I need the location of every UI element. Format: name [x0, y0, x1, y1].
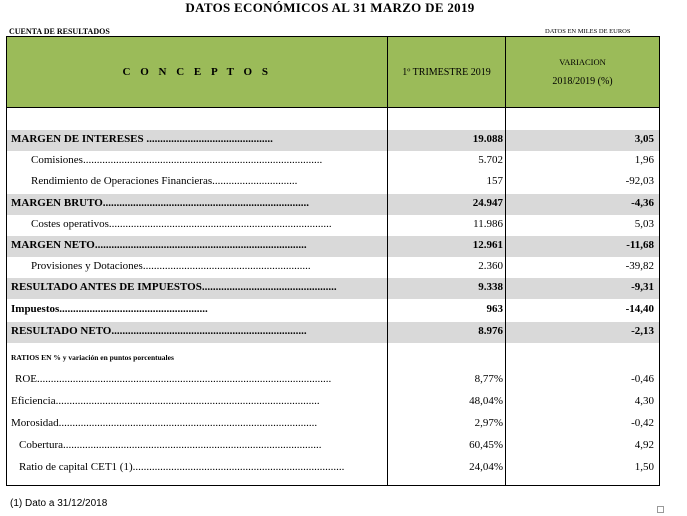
row-variation: -11,68 — [626, 239, 654, 251]
ratio-value: 24,04% — [469, 461, 503, 473]
row-label: MARGEN BRUTO........................................................................... — [11, 197, 310, 209]
row-variation: -92,03 — [625, 175, 654, 187]
row-label: Impuestos...................................................... — [11, 303, 208, 315]
row-variation: 3,05 — [634, 133, 654, 145]
row-variation: -14,40 — [625, 303, 654, 315]
ratio-row — [7, 370, 659, 391]
ratio-label: ROE........................................................................................................... — [15, 373, 332, 385]
table-row — [7, 130, 659, 151]
ratio-variation: 1,50 — [634, 461, 654, 473]
ratio-value: 2,97% — [474, 417, 503, 429]
page-title: DATOS ECONÓMICOS AL 31 MARZO DE 2019 — [185, 0, 475, 15]
ratio-label: Cobertura.............................................................................................. — [19, 439, 322, 451]
ratio-value: 8,77% — [474, 373, 503, 385]
results-table — [6, 36, 660, 486]
row-variation: -2,13 — [631, 325, 654, 337]
row-variation: 1,96 — [634, 154, 654, 166]
table-row — [7, 194, 659, 215]
row-variation: -4,36 — [631, 197, 654, 209]
row-variation: 5,03 — [634, 218, 654, 230]
row-value: 963 — [486, 303, 503, 315]
table-header — [7, 37, 659, 108]
row-label: RESULTADO ANTES DE IMPUESTOS................................................. — [11, 281, 337, 293]
row-label: Costes operativos................................................................................. — [31, 218, 332, 230]
column-divider — [505, 37, 506, 485]
ratio-value: 48,04% — [469, 395, 503, 407]
row-label: Provisiones y Dotaciones............................................................. — [31, 260, 311, 272]
ratio-variation: -0,42 — [631, 417, 654, 429]
row-value: 12.961 — [472, 239, 503, 251]
row-label: MARGEN NETO............................................................................. — [11, 239, 307, 251]
table-row — [7, 215, 659, 236]
ratio-row — [7, 414, 659, 435]
header-variation-title: VARIACION — [559, 57, 606, 67]
row-label: RESULTADO NETO....................................................................... — [11, 325, 307, 337]
ratio-label: Ratio de capital CET1 (1)............................................................................. — [19, 461, 345, 473]
units-note: DATOS EN MILES DE EUROS — [545, 28, 631, 35]
footnote: (1) Dato a 31/12/2018 — [10, 498, 108, 509]
row-value: 9.338 — [478, 281, 503, 293]
row-variation: -9,31 — [631, 281, 654, 293]
row-label: Comisiones....................................................................................... — [31, 154, 323, 166]
row-label: Rendimiento de Operaciones Financieras............................... — [31, 175, 298, 187]
ratio-value: 60,45% — [469, 439, 503, 451]
row-label: MARGEN DE INTERESES .............................................. — [11, 133, 273, 145]
table-row — [7, 236, 659, 257]
ratio-label: Morosidad.............................................................................................. — [11, 417, 318, 429]
ratio-variation: 4,92 — [634, 439, 654, 451]
row-value: 157 — [486, 175, 503, 187]
column-divider — [387, 37, 388, 485]
row-variation: -39,82 — [625, 260, 654, 272]
corner-marker — [657, 506, 664, 513]
row-value: 19.088 — [472, 133, 503, 145]
header-variation — [506, 37, 659, 107]
row-value: 24.947 — [472, 197, 503, 209]
section-label: CUENTA DE RESULTADOS — [9, 27, 110, 36]
ratios-header: RATIOS EN % y variación en puntos porcentuales — [11, 353, 174, 362]
ratio-row — [7, 458, 659, 479]
table-row — [7, 172, 659, 193]
table-row — [7, 257, 659, 278]
row-value: 8.976 — [478, 325, 503, 337]
table-row — [7, 322, 659, 343]
table-row — [7, 151, 659, 172]
ratio-label: Eficiencia................................................................................................ — [11, 395, 320, 407]
table-row — [7, 278, 659, 299]
row-value: 11.986 — [473, 218, 503, 230]
header-variation-period: 2018/2019 (%) — [552, 76, 613, 87]
ratio-row — [7, 392, 659, 413]
header-concepts: C O N C E P T O S — [122, 66, 272, 78]
ratio-row — [7, 436, 659, 457]
row-value: 5.702 — [478, 154, 503, 166]
table-row — [7, 300, 659, 321]
header-quarter: 1º TRIMESTRE 2019 — [402, 66, 491, 78]
ratio-variation: -0,46 — [631, 373, 654, 385]
ratio-variation: 4,30 — [634, 395, 654, 407]
row-value: 2.360 — [478, 260, 503, 272]
